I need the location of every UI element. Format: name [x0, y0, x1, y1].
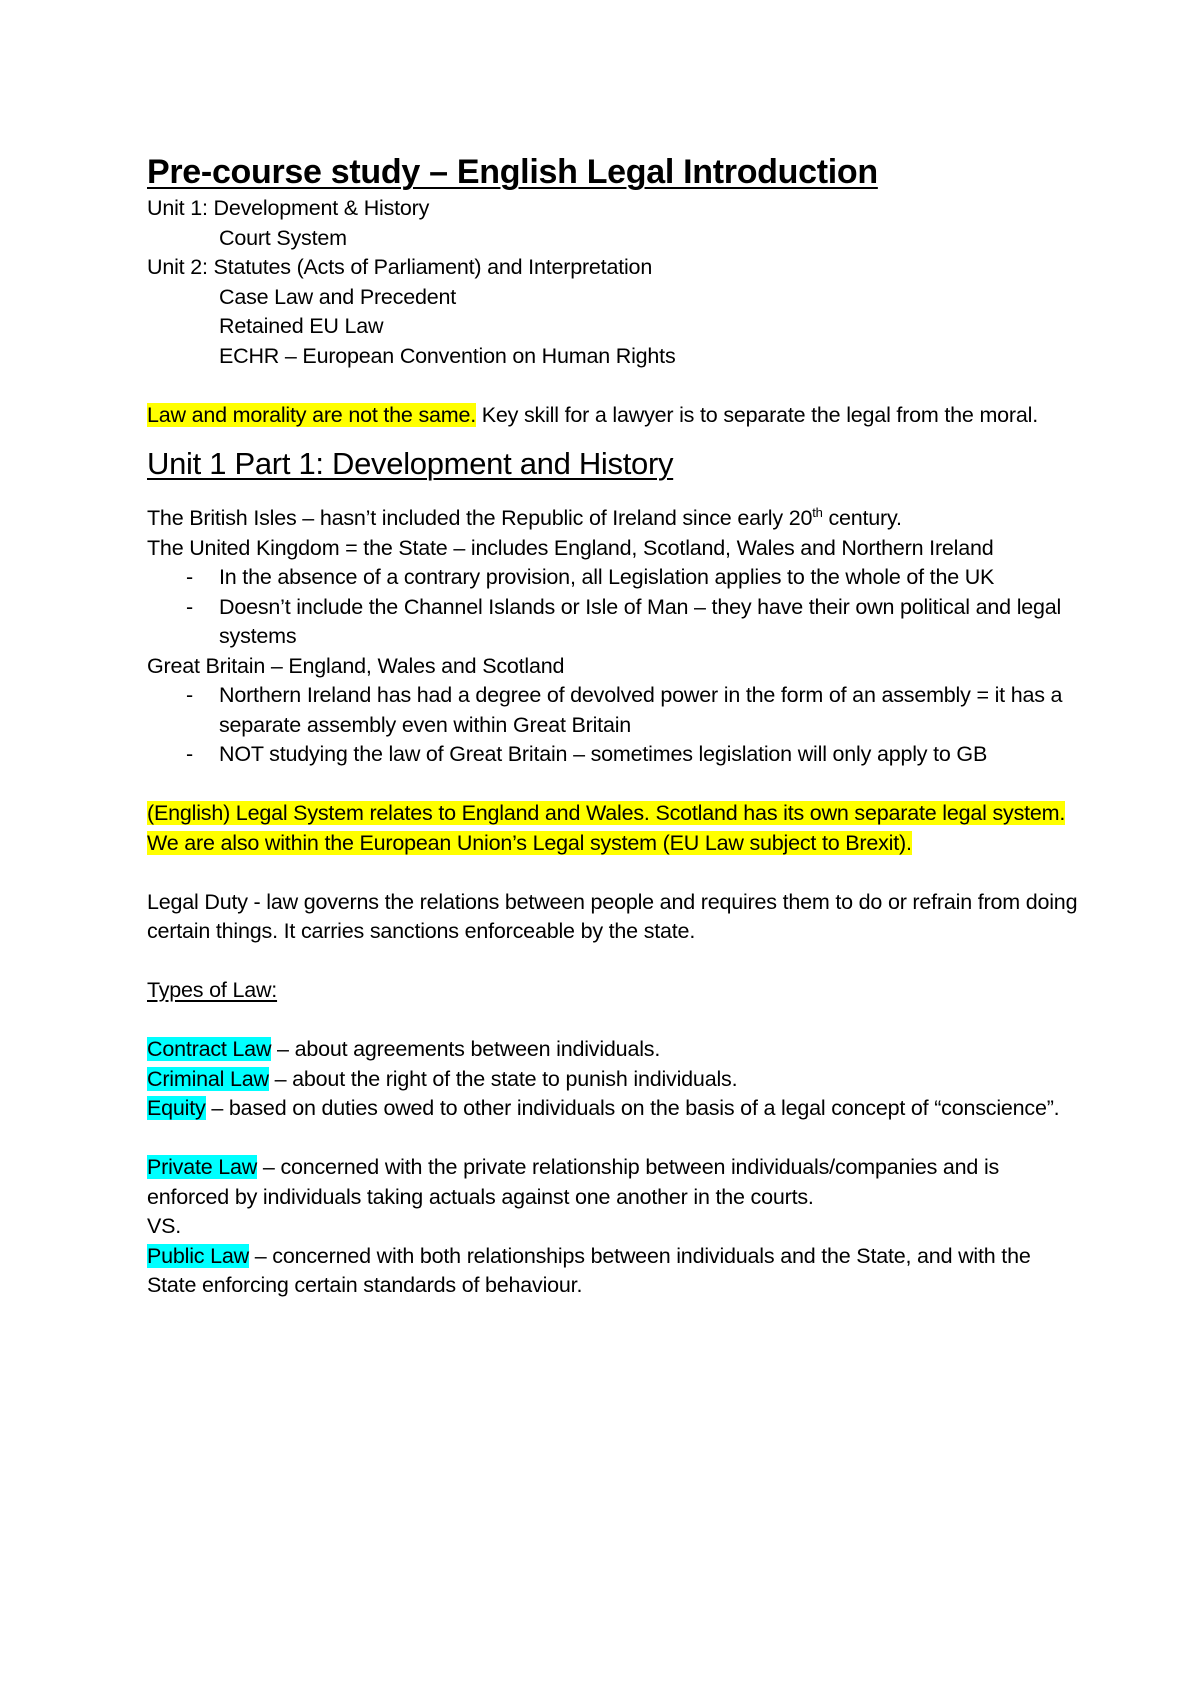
- list-item: [147, 593, 1082, 652]
- highlighted-text: Law and morality are not the same.: [147, 402, 477, 427]
- list-item-text: In the absence of a contrary provision, all Legislation applies to the whole of the UK: [219, 565, 995, 589]
- list-item-text: Northern Ireland has had a degree of devolved power in the form of an assembly = it has a separate assembly even within Great Britain: [219, 683, 1063, 737]
- document-body: [147, 150, 1082, 1301]
- list-item-text: NOT studying the law of Great Britain – sometimes legislation will only apply to GB: [219, 742, 988, 766]
- law-description: – concerned with the private relationship between individuals/companies and is enforced by individuals taking actuals against one another in the courts.: [147, 1155, 1000, 1209]
- law-description: – concerned with both relationships between individuals and the State, and with the State enforcing certain standards of behaviour.: [147, 1243, 1031, 1297]
- law-description: – about agreements between individuals.: [271, 1037, 661, 1061]
- gb-line: Great Britain – England, Wales and Scotland: [147, 653, 565, 678]
- law-term: Private Law: [147, 1155, 258, 1179]
- law-type-entry: [147, 1094, 1082, 1124]
- law-description: – based on duties owed to other individuals on the basis of a legal concept of “conscience”.: [205, 1096, 1060, 1120]
- spacer: [147, 770, 1082, 800]
- law-term: Equity: [147, 1096, 206, 1120]
- outline-line: [147, 253, 1082, 283]
- spacer: [147, 1006, 1082, 1036]
- list-item: [147, 563, 1082, 593]
- law-type-entry: [147, 1153, 1082, 1212]
- unit-topic: Court System: [219, 225, 347, 250]
- law-term: Contract Law: [147, 1037, 272, 1061]
- line-text: The British Isles – hasn’t included the Republic of Ireland since early 20: [147, 506, 813, 530]
- law-type-entry: [147, 1242, 1082, 1301]
- page-title: Pre-course study – English Legal Introduction: [147, 153, 878, 191]
- paragraph-text: Key skill for a lawyer is to separate the legal from the moral.: [476, 402, 1038, 427]
- spacer: [147, 371, 1082, 401]
- bullet-dash: -: [186, 565, 193, 589]
- british-isles-line: [147, 504, 1082, 534]
- versus-label: VS.: [147, 1214, 182, 1238]
- law-type-entry: [147, 1035, 1082, 1065]
- list-item: [147, 681, 1082, 740]
- spacer: [147, 858, 1082, 888]
- law-type-entry: [147, 1065, 1082, 1095]
- unit-topic: Case Law and Precedent: [219, 284, 457, 309]
- line-text: century.: [822, 506, 902, 530]
- unit-label: Unit 2:: [147, 255, 208, 279]
- bullet-dash: -: [186, 594, 193, 619]
- spacer: [147, 1124, 1082, 1154]
- uk-line: The United Kingdom = the State – includes England, Scotland, Wales and Northern Ireland: [147, 535, 994, 560]
- underlined-heading: Types of Law:: [147, 978, 278, 1002]
- unit-label: Unit 1:: [147, 196, 208, 220]
- list-item: [147, 740, 1082, 770]
- outline-line: [147, 194, 1082, 224]
- bullet-dash: -: [186, 683, 193, 707]
- spacer: [147, 947, 1082, 977]
- morality-paragraph: [147, 401, 1082, 431]
- bullet-dash: -: [186, 742, 193, 766]
- unit-topic: Development & History: [213, 196, 430, 220]
- highlighted-text: (English) Legal System relates to England and Wales. Scotland has its own separate legal system. We are also within the European Union’s Legal system (EU Law subject to Brexit).: [147, 801, 1066, 855]
- unit-topic: Statutes (Acts of Parliament) and Interpretation: [213, 255, 653, 279]
- types-heading: [147, 976, 1082, 1006]
- section-heading: Unit 1 Part 1: Development and History: [147, 446, 674, 481]
- legal-duty-paragraph: Legal Duty - law governs the relations between people and requires them to do or refrain from doing certain things. It carries sanctions enforceable by the state.: [147, 889, 1078, 943]
- unit-outline: [147, 194, 1082, 371]
- law-term: Public Law: [147, 1243, 249, 1268]
- law-description: – about the right of the state to punish individuals.: [268, 1066, 738, 1091]
- legal-system-paragraph: [147, 799, 1082, 858]
- unit-topic: ECHR – European Convention on Human Rights: [219, 343, 676, 368]
- list-item-text: Doesn’t include the Channel Islands or Isle of Man – they have their own political and legal systems: [219, 594, 1062, 648]
- superscript: th: [812, 504, 823, 520]
- law-term: Criminal Law: [147, 1066, 269, 1091]
- unit-topic: Retained EU Law: [219, 314, 384, 338]
